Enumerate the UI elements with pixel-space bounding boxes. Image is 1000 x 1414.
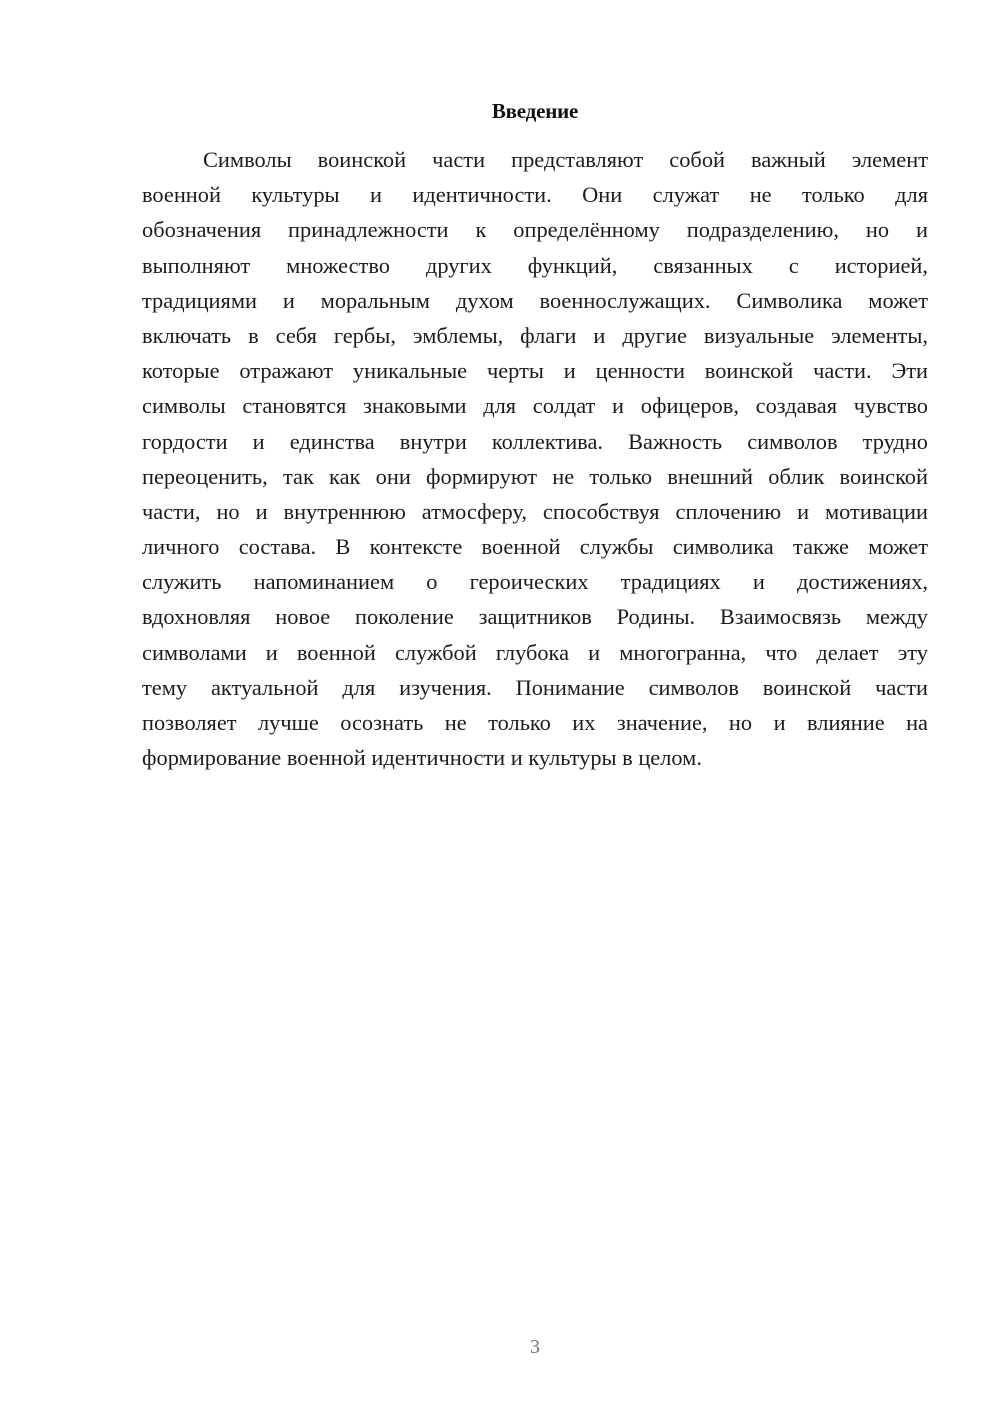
paragraph-line: переоценить, так как они формируют не только внешний облик воинской [142, 463, 928, 489]
paragraph-line: вдохновляя новое поколение защитников Родины. Взаимосвязь между [142, 604, 928, 630]
paragraph-line: которые отражают уникальные черты и ценности воинской части. Эти [142, 358, 928, 384]
paragraph-line: символами и военной службой глубока и многогранна, что делает эту [142, 639, 928, 665]
paragraph-line: личного состава. В контексте военной службы символика также может [142, 534, 928, 560]
paragraph-line: традициями и моральным духом военнослужащих. Символика может [142, 287, 928, 313]
paragraph-line: тему актуальной для изучения. Понимание символов воинской части [142, 674, 928, 700]
paragraph-line: позволяет лучше осознать не только их значение, но и влияние на [142, 710, 928, 735]
paragraph-line: части, но и внутреннюю атмосферу, способствуя сплочению и мотивации [142, 498, 928, 524]
section-heading: Введение [491, 99, 579, 123]
paragraph-line: формирование военной идентичности и культуры в целом. [142, 745, 702, 771]
paragraph-line: выполняют множество других функций, связанных с историей, [142, 252, 928, 278]
paragraph-line: символы становятся знаковыми для солдат и офицеров, создавая чувство [142, 393, 928, 419]
paragraph-line: включать в себя гербы, эмблемы, флаги и другие визуальные элементы, [142, 322, 928, 348]
paragraph-line: военной культуры и идентичности. Они служат не только для [142, 182, 928, 208]
intro-paragraph [142, 142, 928, 775]
page-number: 3 [530, 1336, 540, 1358]
paragraph-line: служить напоминанием о героических традициях и достижениях, [142, 569, 928, 595]
paragraph-line: гордости и единства внутри коллектива. Важность символов трудно [142, 428, 928, 454]
paragraph-line: Символы воинской части представляют собой важный элемент [203, 147, 928, 172]
paragraph-line: обозначения принадлежности к определённому подразделению, но и [142, 217, 928, 243]
